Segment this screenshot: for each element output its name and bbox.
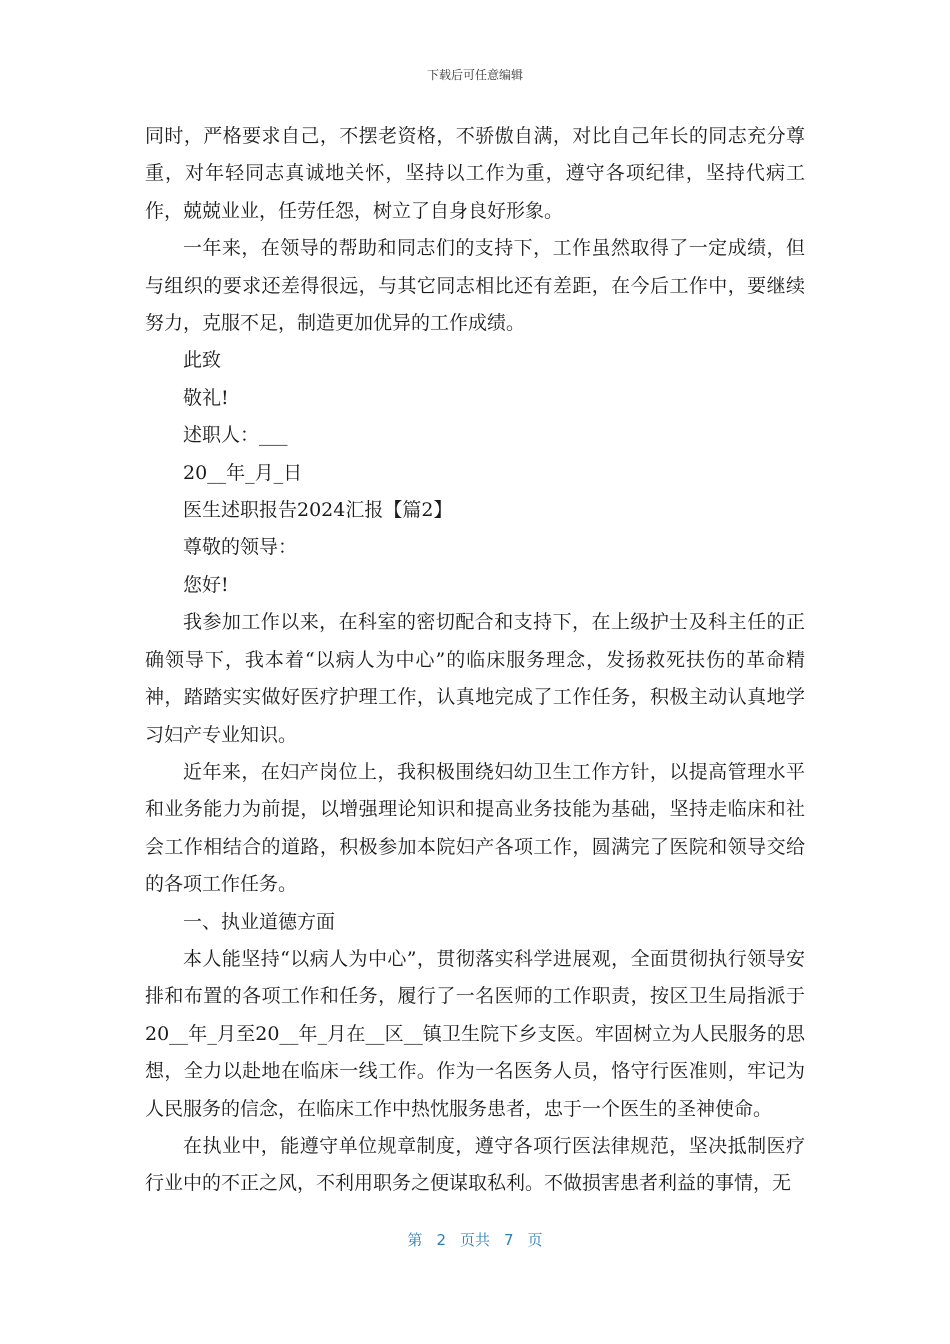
paragraph: 在执业中，能遵守单位规章制度，遵守各项行医法律规范，坚决抵制医疗行业中的不正之风，不利用职务之便谋取私利。不做损害患者利益的事情，无 — [145, 1134, 805, 1195]
current-page-number: 2 — [436, 1231, 446, 1249]
footer-middle: 页共 — [459, 1231, 490, 1249]
document-body — [145, 118, 805, 1203]
footer-prefix: 第 — [407, 1231, 423, 1249]
closing-regards: 敬礼! — [183, 386, 229, 409]
paragraph: 本人能坚持“以病人为中心”，贯彻落实科学进展观，全面贯彻执行领导安排和布置的各项工作和任务，履行了一名医师的工作职责，按区卫生局指派于20__年_月至20__年_月在__区__镇卫生院下乡支医。牢固树立为人民服务的思想，全力以赴地在临床一线工作。作为一名医务人员，恪守行医准则，牢记为人民服务的信念，在临床工作中热忱服务患者，忠于一个医生的圣神使命。 — [145, 947, 805, 1120]
page-number-footer — [0, 1229, 950, 1250]
closing-salutation: 此致 — [183, 349, 222, 372]
paragraph: 我参加工作以来，在科室的密切配合和支持下，在上级护士及科主任的正确领导下，我本着“以病人为中心”的临床服务理念，发扬救死扶伤的革命精神，踏踏实实做好医疗护理工作，认真地完成了工作任务，积极主动认真地学习妇产专业知识。 — [145, 611, 805, 746]
paragraph: 同时，严格要求自己，不摆老资格，不骄傲自满，对比自己年长的同志充分尊重，对年轻同志真诚地关怀，坚持以工作为重，遵守各项纪律，坚持代病工作，兢兢业业，任劳任怨，树立了自身良好形象。 — [145, 125, 805, 222]
footer-suffix: 页 — [527, 1231, 543, 1249]
greeting: 尊敬的领导： — [183, 536, 298, 559]
total-page-count: 7 — [504, 1231, 514, 1249]
date-line: 20__年_月_日 — [183, 461, 303, 484]
signature-line: 述职人：___ — [183, 424, 288, 447]
section-title: 医生述职报告2024汇报【篇2】 — [183, 499, 453, 522]
page-header: 下载后可任意编辑 — [426, 68, 523, 82]
subsection-heading: 一、执业道德方面 — [183, 910, 336, 933]
greeting-hello: 您好! — [183, 573, 229, 596]
paragraph: 一年来，在领导的帮助和同志们的支持下，工作虽然取得了一定成绩，但与组织的要求还差得很远，与其它同志相比还有差距，在今后工作中，要继续努力，克服不足，制造更加优异的工作成绩。 — [145, 237, 805, 335]
paragraph: 近年来，在妇产岗位上，我积极围绕妇幼卫生工作方针，以提高管理水平和业务能力为前提，以增强理论知识和提高业务技能为基础，坚持走临床和社会工作相结合的道路，积极参加本院妇产各项工作，圆满完了医院和领导交给的各项工作任务。 — [145, 760, 805, 896]
